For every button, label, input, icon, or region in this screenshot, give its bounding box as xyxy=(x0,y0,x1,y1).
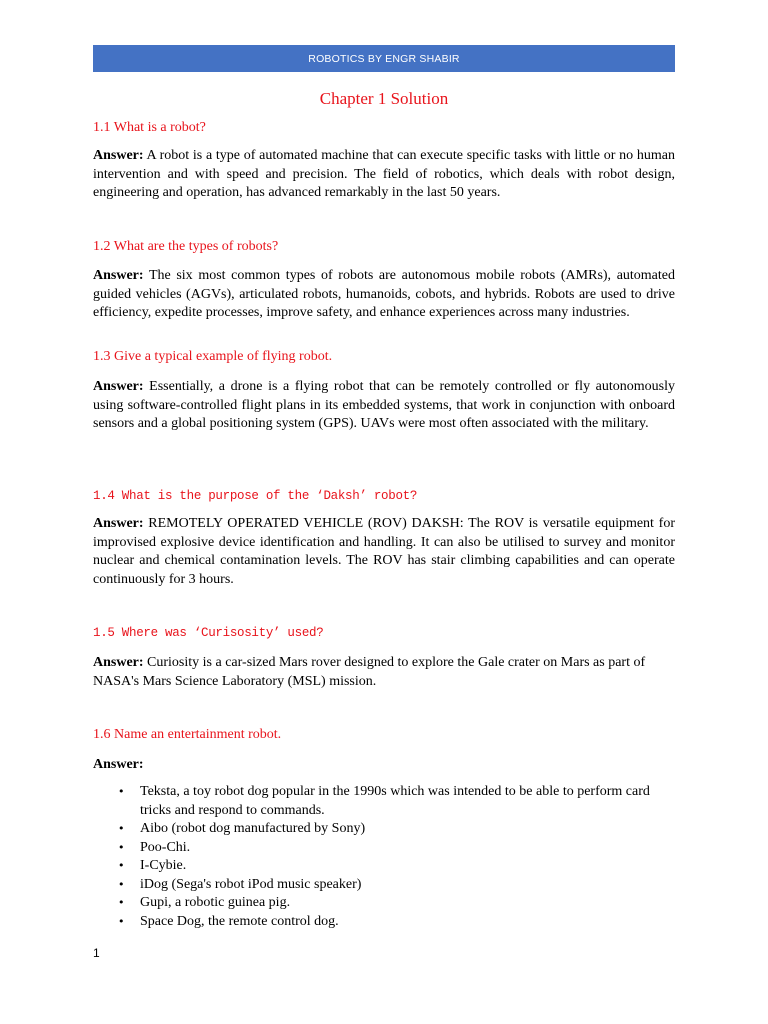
answer-label: Answer: xyxy=(93,655,144,670)
entertainment-robot-list xyxy=(93,783,675,931)
chapter-title: Chapter 1 Solution xyxy=(319,89,449,108)
header-title: ROBOTICS BY ENGR SHABIR xyxy=(308,52,460,65)
question-1-3: 1.3 Give a typical example of flying robot. xyxy=(93,349,333,364)
bullet-icon: • xyxy=(118,896,125,909)
question-1-2: 1.2 What are the types of robots? xyxy=(93,239,279,254)
page-number: 1 xyxy=(93,946,100,960)
bullet-icon: • xyxy=(118,914,125,928)
question-1-5: 1.5 Where was ‘Curisosity’ used? xyxy=(93,626,324,640)
question-1-4: 1.4 What is the purpose of the ‘Daksh’ robot? xyxy=(93,489,418,503)
bullet-icon: • xyxy=(118,822,125,835)
question-1-1: 1.1 What is a robot? xyxy=(93,120,206,135)
answer-label: Answer: xyxy=(93,268,144,283)
bullet-icon: • xyxy=(118,840,125,854)
answer-text: A robot is a type of automated machine that can execute specific tasks with little or no human intervention and with speed and precision. The field of robotics, which deals with robot design, engineering and operation, has advanced remarkably in the last 50 years. xyxy=(93,148,675,200)
answer-text: REMOTELY OPERATED VEHICLE (ROV) DAKSH: The ROV is versatile equipment for improvised explosive device identification and handling. It can also be utilised to survey and monitor nuclear and chemical contamination levels. The ROV has stair climbing capabilities and can operate continuously for 3 hours. xyxy=(93,516,675,587)
answer-label: Answer: xyxy=(93,516,144,531)
answer-label: Answer: xyxy=(93,757,144,772)
list-item: • Poo-Chi. xyxy=(93,839,675,858)
answer-label: Answer: xyxy=(93,379,144,394)
answer-1-3 xyxy=(93,378,675,434)
bullet-icon: • xyxy=(118,785,125,798)
list-item: • Teksta, a toy robot dog popular in the 1990s which was intended to be able to perform card tricks and respond to commands. xyxy=(118,784,650,818)
answer-1-1 xyxy=(93,147,675,203)
question-1-6: 1.6 Name an entertainment robot. xyxy=(93,727,282,742)
header-bar xyxy=(93,45,675,72)
answer-1-4 xyxy=(93,515,675,589)
answer-text: Essentially, a drone is a flying robot that can be remotely controlled or fly autonomously using software-controlled flight plans in its embedded systems, that work in conjunction with onboard sensors and a global positioning system (GPS). UAVs were most often associated with the military. xyxy=(93,379,676,431)
answer-1-2 xyxy=(93,267,675,323)
bullet-icon: • xyxy=(118,877,125,891)
list-item: • Space Dog, the remote control dog. xyxy=(93,913,675,932)
list-item: • Gupi, a robotic guinea pig. xyxy=(93,894,675,913)
list-item: • I-Cybie. xyxy=(93,857,675,876)
list-item: • Aibo (robot dog manufactured by Sony) xyxy=(93,820,675,839)
answer-text: The six most common types of robots are autonomous mobile robots (AMRs), automated guided vehicles (AGVs), articulated robots, humanoids, cobots, and hybrids. Robots are used to drive efficiency, expedite processes, improve safety, and enhance experiences across many industries. xyxy=(93,268,675,320)
answer-text: Curiosity is a car-sized Mars rover designed to explore the Gale crater on Mars as part of NASA's Mars Science Laboratory (MSL) mission. xyxy=(93,655,646,689)
answer-label: Answer: xyxy=(93,148,144,163)
answer-1-6 xyxy=(93,756,675,775)
list-item: • iDog (Sega's robot iPod music speaker) xyxy=(93,876,675,895)
answer-1-5 xyxy=(93,654,675,691)
bullet-icon: • xyxy=(118,859,125,872)
